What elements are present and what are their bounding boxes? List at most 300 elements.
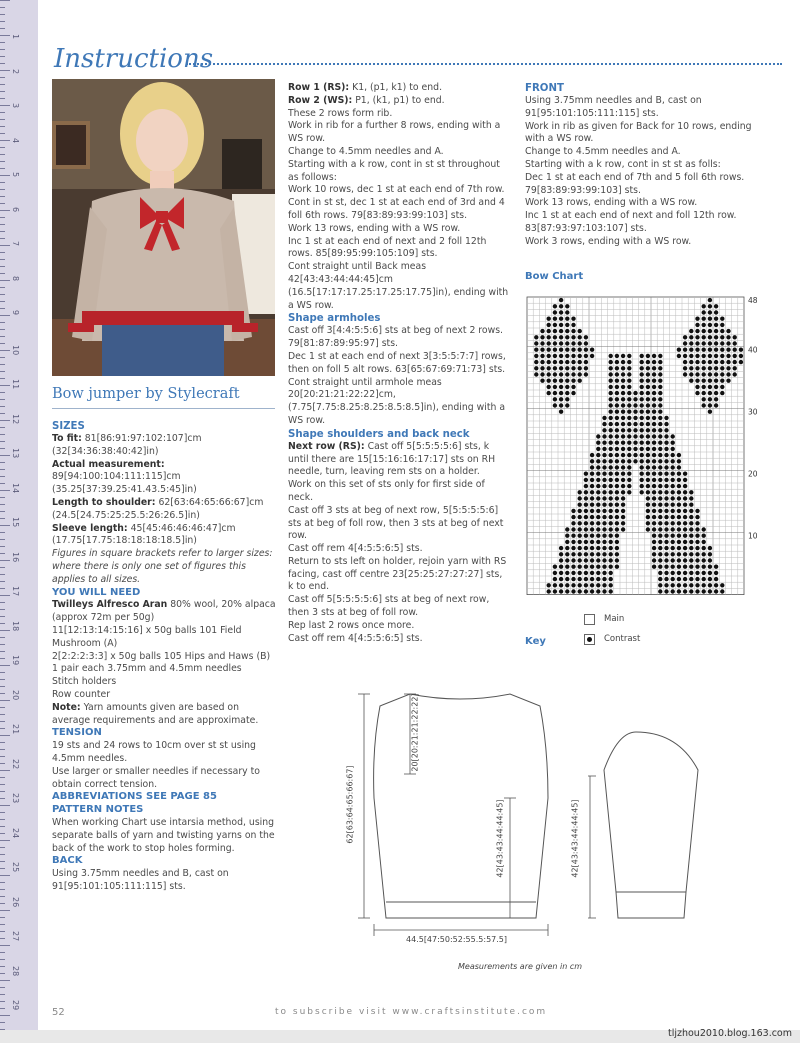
- contrast-stitch: [621, 397, 625, 401]
- contrast-stitch: [677, 552, 681, 556]
- contrast-stitch: [571, 509, 575, 513]
- pattern-notes-heading: PATTERN NOTES: [52, 804, 144, 816]
- contrast-stitch: [602, 447, 606, 451]
- contrast-stitch: [677, 540, 681, 544]
- contrast-stitch: [534, 348, 538, 352]
- page-title: Instructions: [54, 44, 214, 74]
- contrast-stitch: [596, 558, 600, 562]
- contrast-stitch: [671, 515, 675, 519]
- contrast-stitch: [646, 422, 650, 426]
- contrast-stitch: [553, 379, 557, 383]
- contrast-stitch: [565, 372, 569, 376]
- ruler-tick: [0, 7, 5, 8]
- contrast-stitch: [578, 503, 582, 507]
- contrast-stitch: [646, 453, 650, 457]
- contrast-stitch: [658, 472, 662, 476]
- contrast-stitch: [695, 323, 699, 327]
- contrast-stitch: [534, 354, 538, 358]
- contrast-stitch: [683, 546, 687, 550]
- sleeve-schematic: [588, 728, 708, 924]
- contrast-stitch: [708, 329, 712, 333]
- contrast-stitch: [640, 385, 644, 389]
- ruler-tick: [0, 903, 5, 904]
- contrast-stitch: [621, 515, 625, 519]
- contrast-stitch: [652, 521, 656, 525]
- ruler-tick: [0, 812, 5, 813]
- back-step: Work 13 rows, ending with a WS row.: [288, 222, 461, 234]
- contrast-stitch: [596, 552, 600, 556]
- contrast-stitch: [621, 441, 625, 445]
- contrast-stitch: [683, 552, 687, 556]
- contrast-stitch: [596, 583, 600, 587]
- contrast-stitch: [646, 397, 650, 401]
- ruler-tick: [0, 350, 10, 351]
- contrast-stitch: [578, 335, 582, 339]
- key-main-label: Main: [604, 614, 625, 624]
- contrast-stitch: [652, 484, 656, 488]
- ruler-tick: [0, 966, 5, 967]
- contrast-stitch: [720, 360, 724, 364]
- contrast-stitch: [559, 571, 563, 575]
- contrast-stitch: [621, 434, 625, 438]
- contrast-stitch: [702, 360, 706, 364]
- contrast-stitch: [578, 527, 582, 531]
- armhole-measure-label: 20[20:21:21:22:22]: [410, 693, 420, 772]
- contrast-stitch: [590, 558, 594, 562]
- contrast-stitch: [658, 540, 662, 544]
- contrast-stitch: [683, 577, 687, 581]
- contrast-stitch: [596, 534, 600, 538]
- front-step: Using 3.75mm needles and B, cast on 91[95:101:105:111:115] sts.: [525, 95, 702, 119]
- contrast-stitch: [640, 416, 644, 420]
- contrast-stitch: [652, 410, 656, 414]
- contrast-stitch: [565, 323, 569, 327]
- contrast-stitch: [553, 335, 557, 339]
- contrast-stitch: [609, 565, 613, 569]
- contrast-stitch: [571, 385, 575, 389]
- ruler-tick: [0, 315, 10, 316]
- contrast-stitch: [621, 391, 625, 395]
- contrast-stitch: [652, 447, 656, 451]
- contrast-stitch: [571, 552, 575, 556]
- shoulder-step: Cast off 3 sts at beg of next row, 5[5:5:5:5:6] sts at beg of foll row, then 3 sts at beg of next row.: [288, 504, 504, 542]
- ruler-tick: [0, 819, 5, 820]
- contrast-stitch: [559, 391, 563, 395]
- contrast-stitch: [726, 366, 730, 370]
- contrast-stitch: [602, 422, 606, 426]
- title-divider: [186, 63, 782, 65]
- contrast-stitch: [733, 348, 737, 352]
- contrast-stitch: [602, 527, 606, 531]
- contrast-stitch: [584, 546, 588, 550]
- contrast-stitch: [702, 540, 706, 544]
- contrast-stitch: [720, 354, 724, 358]
- contrast-stitch: [658, 571, 662, 575]
- contrast-stitch: [565, 571, 569, 575]
- contrast-stitch: [677, 496, 681, 500]
- ruler-tick: [0, 224, 5, 225]
- contrast-stitch: [565, 385, 569, 389]
- contrast-stitch: [596, 459, 600, 463]
- contrast-stitch: [702, 397, 706, 401]
- contrast-stitch: [602, 521, 606, 525]
- contrast-stitch: [658, 385, 662, 389]
- contrast-stitch: [658, 583, 662, 587]
- contrast-stitch: [559, 341, 563, 345]
- contrast-stitch: [559, 360, 563, 364]
- abbreviations-heading: ABBREVIATIONS SEE PAGE 85: [52, 791, 217, 803]
- contrast-stitch: [553, 310, 557, 314]
- contrast-stitch: [627, 472, 631, 476]
- contrast-stitch: [596, 484, 600, 488]
- key-contrast-swatch: [584, 634, 595, 645]
- contrast-stitch: [578, 341, 582, 345]
- contrast-stitch: [547, 341, 551, 345]
- contrast-stitch: [596, 546, 600, 550]
- back-step: These 2 rows form rib.: [288, 107, 393, 119]
- ruler-tick: [0, 686, 5, 687]
- contrast-stitch: [702, 341, 706, 345]
- contrast-stitch: [640, 397, 644, 401]
- contrast-stitch: [553, 385, 557, 389]
- contrast-stitch: [553, 589, 557, 593]
- contrast-stitch: [664, 552, 668, 556]
- contrast-stitch: [646, 360, 650, 364]
- contrast-stitch: [540, 354, 544, 358]
- contrast-stitch: [615, 441, 619, 445]
- chart-row-label: 10: [748, 531, 758, 541]
- ruler-tick: [0, 952, 5, 953]
- contrast-stitch: [578, 360, 582, 364]
- contrast-stitch: [615, 434, 619, 438]
- contrast-stitch: [602, 428, 606, 432]
- contrast-stitch: [615, 552, 619, 556]
- contrast-stitch: [565, 360, 569, 364]
- contrast-stitch: [677, 521, 681, 525]
- contrast-stitch: [565, 348, 569, 352]
- contrast-stitch: [609, 589, 613, 593]
- contrast-stitch: [708, 577, 712, 581]
- contrast-stitch: [683, 484, 687, 488]
- contrast-stitch: [640, 391, 644, 395]
- ruler-tick: [0, 63, 5, 64]
- contrast-stitch: [596, 453, 600, 457]
- back-text: Using 3.75mm needles and B, cast on 91[95:101:105:111:115] sts.: [52, 868, 229, 892]
- contrast-stitch: [602, 577, 606, 581]
- contrast-stitch: [547, 360, 551, 364]
- contrast-stitch: [695, 372, 699, 376]
- contrast-stitch: [609, 379, 613, 383]
- contrast-stitch: [553, 329, 557, 333]
- contrast-stitch: [664, 565, 668, 569]
- contrast-stitch: [702, 546, 706, 550]
- contrast-stitch: [677, 503, 681, 507]
- contrast-stitch: [671, 577, 675, 581]
- contrast-stitch: [652, 565, 656, 569]
- contrast-stitch: [590, 565, 594, 569]
- contrast-stitch: [640, 478, 644, 482]
- contrast-stitch: [708, 546, 712, 550]
- ruler-tick: [0, 833, 5, 834]
- contrast-stitch: [584, 589, 588, 593]
- contrast-stitch: [609, 397, 613, 401]
- ruler-tick: [0, 609, 5, 610]
- contrast-stitch: [671, 478, 675, 482]
- contrast-stitch: [615, 459, 619, 463]
- ruler-tick: [0, 203, 5, 204]
- front-step: Change to 4.5mm needles and A.: [525, 146, 681, 158]
- ruler-tick: [0, 826, 5, 827]
- ruler-tick: [0, 343, 5, 344]
- contrast-stitch: [640, 472, 644, 476]
- contrast-stitch: [702, 348, 706, 352]
- contrast-stitch: [695, 341, 699, 345]
- contrast-stitch: [540, 360, 544, 364]
- sizes-note: Figures in square brackets refer to larger sizes: where there is only one set of figures this applies to all sizes.: [52, 548, 273, 585]
- contrast-stitch: [553, 317, 557, 321]
- contrast-stitch: [714, 335, 718, 339]
- contrast-stitch: [658, 521, 662, 525]
- contrast-stitch: [683, 571, 687, 575]
- contrast-stitch: [726, 372, 730, 376]
- contrast-stitch: [584, 521, 588, 525]
- contrast-stitch: [615, 428, 619, 432]
- contrast-stitch: [609, 496, 613, 500]
- contrast-stitch: [658, 534, 662, 538]
- contrast-stitch: [689, 379, 693, 383]
- contrast-stitch: [664, 490, 668, 494]
- contrast-stitch: [652, 534, 656, 538]
- contrast-stitch: [633, 403, 637, 407]
- contrast-stitch: [726, 341, 730, 345]
- page-number: 52: [52, 1007, 65, 1018]
- contrast-stitch: [677, 459, 681, 463]
- contrast-stitch: [602, 558, 606, 562]
- contrast-stitch: [695, 329, 699, 333]
- contrast-stitch: [540, 329, 544, 333]
- contrast-stitch: [708, 403, 712, 407]
- ruler-tick: [0, 168, 5, 169]
- contrast-stitch: [609, 410, 613, 414]
- contrast-stitch: [596, 527, 600, 531]
- contrast-stitch: [578, 496, 582, 500]
- contrast-stitch: [664, 447, 668, 451]
- contrast-stitch: [627, 484, 631, 488]
- contrast-stitch: [627, 410, 631, 414]
- ruler-tick: [0, 483, 5, 484]
- contrast-stitch: [671, 441, 675, 445]
- contrast-stitch: [590, 577, 594, 581]
- contrast-stitch: [584, 565, 588, 569]
- caption-rule: [52, 408, 275, 409]
- contrast-stitch: [677, 348, 681, 352]
- contrast-stitch: [652, 372, 656, 376]
- contrast-stitch: [553, 583, 557, 587]
- contrast-stitch: [596, 521, 600, 525]
- contrast-stitch: [689, 552, 693, 556]
- contrast-stitch: [677, 589, 681, 593]
- contrast-stitch: [602, 441, 606, 445]
- ruler-tick: [0, 252, 5, 253]
- contrast-stitch: [578, 372, 582, 376]
- contrast-stitch: [726, 379, 730, 383]
- contrast-stitch: [702, 589, 706, 593]
- ruler-tick: [0, 413, 5, 414]
- contrast-stitch: [559, 372, 563, 376]
- contrast-stitch: [739, 354, 743, 358]
- contrast-stitch: [714, 354, 718, 358]
- chart-row-label: 30: [748, 407, 758, 417]
- contrast-stitch: [633, 422, 637, 426]
- contrast-stitch: [565, 379, 569, 383]
- ruler-tick: [0, 567, 5, 568]
- contrast-stitch: [671, 546, 675, 550]
- contrast-stitch: [658, 546, 662, 550]
- ruler-label: 14: [11, 482, 20, 493]
- needles-line: 1 pair each 3.75mm and 4.5mm needles: [52, 663, 242, 675]
- contrast-stitch: [609, 416, 613, 420]
- contrast-stitch: [578, 589, 582, 593]
- contrast-stitch: [652, 366, 656, 370]
- contrast-stitch: [652, 546, 656, 550]
- contrast-stitch: [553, 391, 557, 395]
- contrast-stitch: [565, 589, 569, 593]
- contrast-stitch: [726, 335, 730, 339]
- contrast-stitch: [578, 348, 582, 352]
- contrast-stitch: [553, 397, 557, 401]
- contrast-stitch: [602, 465, 606, 469]
- contrast-stitch: [658, 589, 662, 593]
- contrast-stitch: [677, 546, 681, 550]
- contrast-stitch: [664, 521, 668, 525]
- key-contrast-label: Contrast: [604, 634, 641, 644]
- contrast-stitch: [714, 565, 718, 569]
- contrast-stitch: [652, 428, 656, 432]
- contrast-stitch: [578, 521, 582, 525]
- contrast-stitch: [602, 478, 606, 482]
- contrast-stitch: [615, 391, 619, 395]
- contrast-stitch: [683, 472, 687, 476]
- contrast-stitch: [559, 298, 563, 302]
- contrast-stitch: [602, 534, 606, 538]
- ruler-tick: [0, 945, 10, 946]
- contrast-stitch: [658, 484, 662, 488]
- contrast-stitch: [658, 354, 662, 358]
- ruler-tick: [0, 357, 5, 358]
- contrast-stitch: [571, 527, 575, 531]
- contrast-stitch: [559, 335, 563, 339]
- contrast-stitch: [720, 385, 724, 389]
- contrast-stitch: [584, 366, 588, 370]
- contrast-stitch: [714, 379, 718, 383]
- contrast-stitch: [553, 360, 557, 364]
- contrast-stitch: [615, 484, 619, 488]
- contrast-stitch: [702, 323, 706, 327]
- contrast-stitch: [664, 534, 668, 538]
- contrast-stitch: [646, 515, 650, 519]
- contrast-stitch: [702, 403, 706, 407]
- ruler-label: 8: [11, 275, 20, 281]
- contrast-stitch: [615, 447, 619, 451]
- contrast-stitch: [609, 546, 613, 550]
- contrast-stitch: [627, 416, 631, 420]
- contrast-stitch: [627, 434, 631, 438]
- contrast-stitch: [571, 329, 575, 333]
- contrast-stitch: [646, 366, 650, 370]
- contrast-stitch: [695, 583, 699, 587]
- contrast-stitch: [671, 509, 675, 513]
- armhole-step: Cont straight until armhole meas 20[20:21:21:22:22]cm, (7.75[7.75:8.25:8.25:8.5:8.5]in), ending with a WS row.: [288, 376, 506, 426]
- contrast-stitch: [677, 509, 681, 513]
- contrast-stitch: [671, 540, 675, 544]
- contrast-stitch: [621, 416, 625, 420]
- contrast-stitch: [602, 589, 606, 593]
- ruler-tick: [0, 924, 5, 925]
- contrast-stitch: [559, 348, 563, 352]
- contrast-stitch: [621, 354, 625, 358]
- contrast-stitch: [695, 354, 699, 358]
- contrast-stitch: [695, 552, 699, 556]
- contrast-stitch: [584, 503, 588, 507]
- contrast-stitch: [602, 509, 606, 513]
- size-sleeve: Sleeve length: 45[45:46:46:46:47]cm (17.75[17.75:18:18:18:18.5]in): [52, 522, 236, 547]
- contrast-stitch: [547, 323, 551, 327]
- contrast-stitch: [658, 403, 662, 407]
- contrast-stitch: [578, 490, 582, 494]
- contrast-stitch: [584, 558, 588, 562]
- back-step: Work 10 rows, dec 1 st at each end of 7th row.: [288, 184, 505, 196]
- contrast-stitch: [714, 360, 718, 364]
- contrast-stitch: [671, 589, 675, 593]
- ruler-tick: [0, 798, 5, 799]
- contrast-stitch: [689, 335, 693, 339]
- contrast-stitch: [683, 360, 687, 364]
- contrast-stitch: [565, 552, 569, 556]
- size-length: Length to shoulder: 62[63:64:65:66:67]cm (24.5[24.75:25:25.5:26:26.5]in): [52, 496, 264, 521]
- contrast-stitch: [652, 472, 656, 476]
- contrast-stitch: [708, 379, 712, 383]
- contrast-stitch: [671, 527, 675, 531]
- contrast-stitch: [695, 558, 699, 562]
- contrast-stitch: [646, 410, 650, 414]
- ruler-tick: [0, 847, 5, 848]
- contrast-stitch: [590, 589, 594, 593]
- contrast-stitch: [609, 540, 613, 544]
- contrast-stitch: [584, 496, 588, 500]
- contrast-stitch: [633, 410, 637, 414]
- contrast-stitch: [578, 546, 582, 550]
- subscribe-footer: to subscribe visit www.craftsinstitute.com: [275, 1007, 548, 1017]
- contrast-stitch: [590, 521, 594, 525]
- contrast-stitch: [671, 503, 675, 507]
- contrast-stitch: [590, 490, 594, 494]
- contrast-stitch: [553, 341, 557, 345]
- back-step: Cont straight until Back meas 42[43:43:44:44:45]cm (16.5[17:17:17.25:17.25:17.75]in), ending with a WS row.: [288, 261, 509, 311]
- ruler-label: 12: [11, 413, 20, 424]
- contrast-stitch: [609, 527, 613, 531]
- contrast-stitch: [658, 503, 662, 507]
- back-step: Inc 1 st at each end of next and 2 foll 12th rows. 85[89:95:99:105:109] sts.: [288, 235, 487, 260]
- contrast-stitch: [652, 360, 656, 364]
- contrast-stitch: [596, 478, 600, 482]
- contrast-stitch: [677, 472, 681, 476]
- contrast-stitch: [652, 527, 656, 531]
- contrast-stitch: [739, 360, 743, 364]
- ruler-tick: [0, 644, 5, 645]
- contrast-stitch: [720, 589, 724, 593]
- contrast-stitch: [664, 416, 668, 420]
- contrast-stitch: [590, 484, 594, 488]
